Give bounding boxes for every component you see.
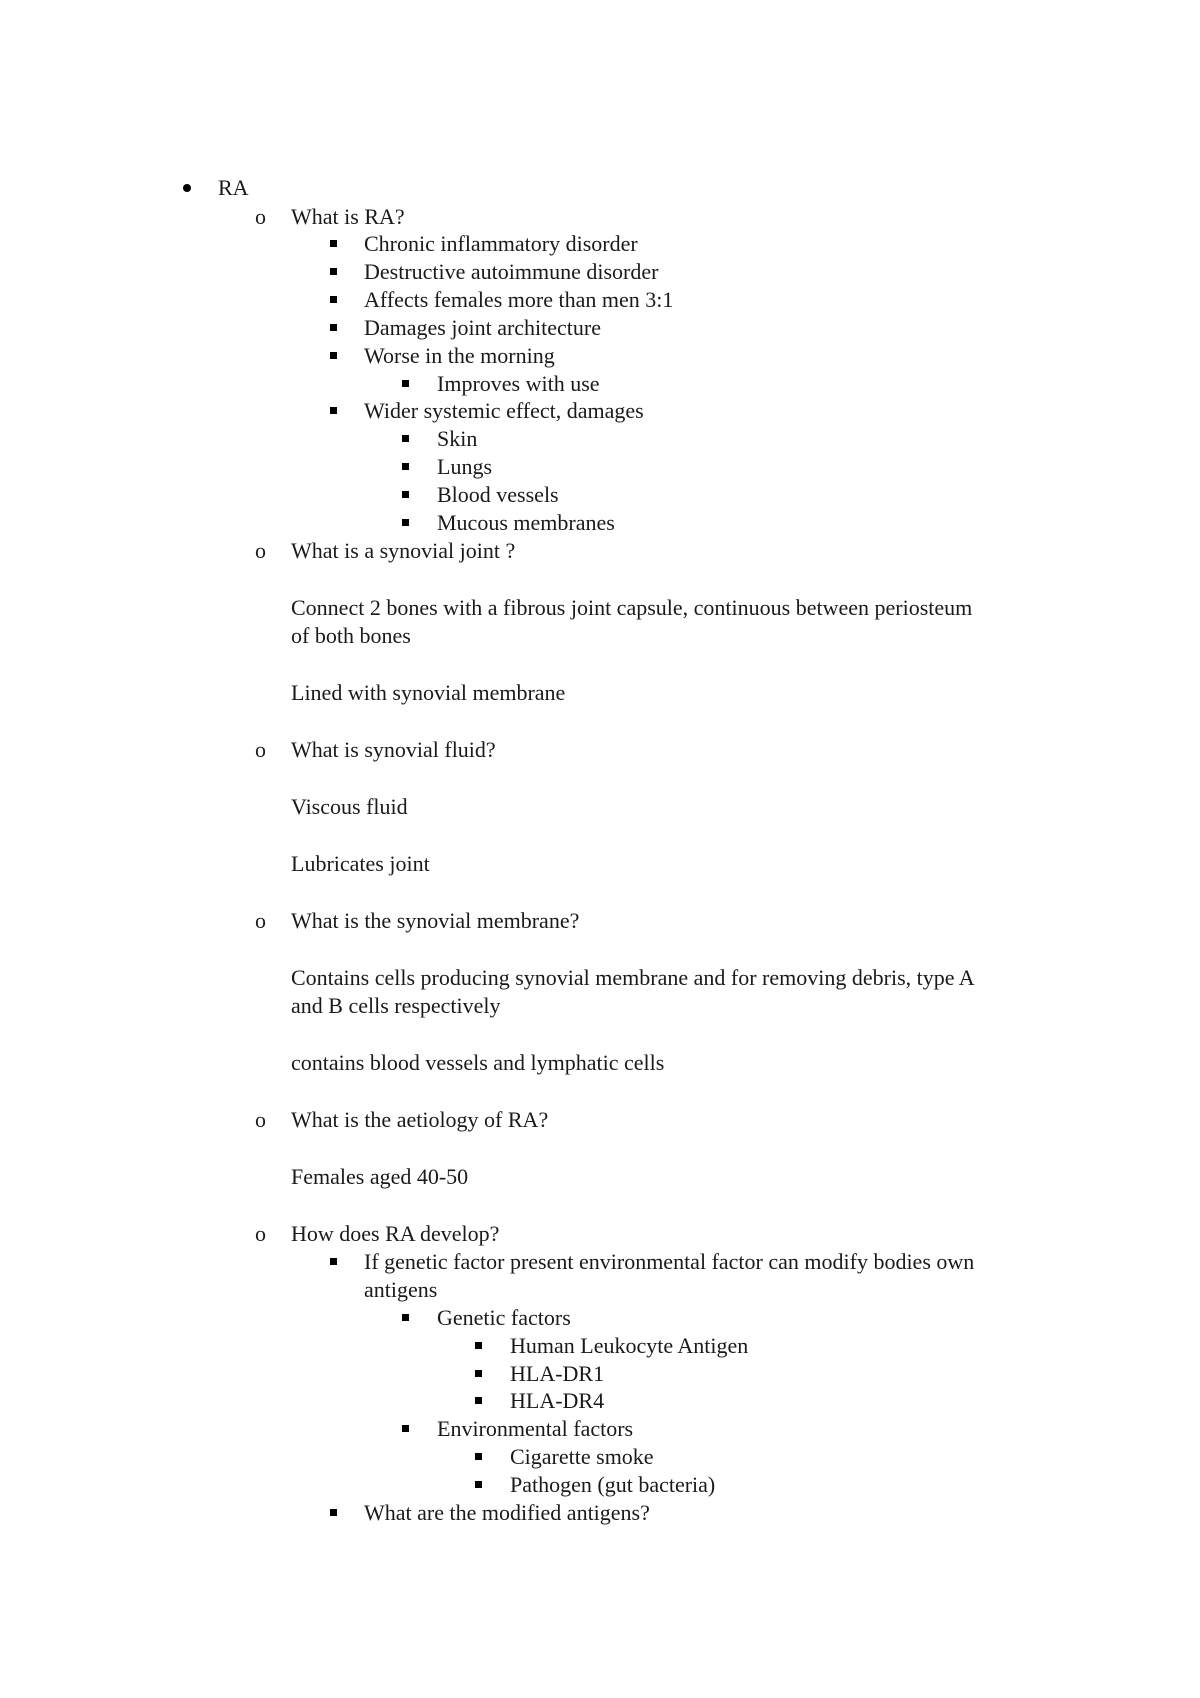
- answer-paragraph: Females aged 40-50: [291, 1164, 469, 1189]
- list-item: Mucous membranes: [437, 510, 615, 535]
- question-what-is-ra: What is RA?: [291, 204, 405, 229]
- bullet-square-icon: [402, 380, 409, 387]
- question-ra-develop: How does RA develop?: [291, 1221, 500, 1246]
- list-item: Skin: [437, 426, 478, 451]
- list-item: Environmental factors: [437, 1416, 634, 1441]
- bullet-circle-icon: o: [255, 1107, 266, 1132]
- answer-paragraph: Contains cells producing synovial membrane and for removing debris, type A: [291, 965, 975, 990]
- bullet-square-icon: [330, 240, 337, 247]
- bullet-square-icon: [402, 491, 409, 498]
- bullet-square-icon: [330, 324, 337, 331]
- bullet-square-icon: [475, 1370, 482, 1377]
- bullet-square-icon: [330, 352, 337, 359]
- bullet-square-icon: [402, 1314, 409, 1321]
- list-item: Improves with use: [437, 371, 600, 396]
- bullet-square-icon: [330, 268, 337, 275]
- question-aetiology: What is the aetiology of RA?: [291, 1107, 549, 1132]
- answer-paragraph: contains blood vessels and lymphatic cells: [291, 1050, 665, 1075]
- bullet-square-icon: [475, 1453, 482, 1460]
- list-item: Blood vessels: [437, 482, 559, 507]
- list-item: Pathogen (gut bacteria): [510, 1472, 716, 1497]
- list-item: HLA-DR1: [510, 1361, 605, 1386]
- bullet-disc-icon: [183, 184, 191, 192]
- bullet-circle-icon: o: [255, 908, 266, 933]
- list-item: Cigarette smoke: [510, 1444, 654, 1469]
- bullet-square-icon: [402, 435, 409, 442]
- answer-paragraph: Lubricates joint: [291, 851, 430, 876]
- list-item: Chronic inflammatory disorder: [364, 231, 638, 256]
- topic-heading: RA: [218, 175, 249, 200]
- bullet-square-icon: [402, 463, 409, 470]
- bullet-square-icon: [402, 1425, 409, 1432]
- list-item-continuation: antigens: [364, 1277, 438, 1302]
- bullet-square-icon: [330, 407, 337, 414]
- list-item: Worse in the morning: [364, 343, 555, 368]
- list-item: Genetic factors: [437, 1305, 571, 1330]
- bullet-circle-icon: o: [255, 737, 266, 762]
- question-synovial-joint: What is a synovial joint ?: [291, 538, 516, 563]
- list-item: Wider systemic effect, damages: [364, 398, 644, 423]
- bullet-square-icon: [475, 1481, 482, 1488]
- answer-paragraph: of both bones: [291, 623, 411, 648]
- bullet-square-icon: [330, 1509, 337, 1516]
- list-item: Destructive autoimmune disorder: [364, 259, 659, 284]
- answer-paragraph: Connect 2 bones with a fibrous joint capsule, continuous between periosteum: [291, 595, 973, 620]
- bullet-circle-icon: o: [255, 204, 266, 229]
- answer-paragraph: Viscous fluid: [291, 794, 408, 819]
- list-item: HLA-DR4: [510, 1388, 605, 1413]
- question-synovial-membrane: What is the synovial membrane?: [291, 908, 580, 933]
- bullet-circle-icon: o: [255, 1221, 266, 1246]
- question-synovial-fluid: What is synovial fluid?: [291, 737, 496, 762]
- bullet-square-icon: [475, 1397, 482, 1404]
- list-item: Affects females more than men 3:1: [364, 287, 674, 312]
- list-item: Human Leukocyte Antigen: [510, 1333, 749, 1358]
- bullet-square-icon: [402, 519, 409, 526]
- bullet-square-icon: [475, 1342, 482, 1349]
- bullet-square-icon: [330, 1258, 337, 1265]
- answer-paragraph: Lined with synovial membrane: [291, 680, 566, 705]
- list-item: Lungs: [437, 454, 492, 479]
- answer-paragraph: and B cells respectively: [291, 993, 501, 1018]
- bullet-square-icon: [330, 296, 337, 303]
- bullet-circle-icon: o: [255, 538, 266, 563]
- list-item: Damages joint architecture: [364, 315, 602, 340]
- list-item: If genetic factor present environmental factor can modify bodies own: [364, 1249, 975, 1274]
- list-item: What are the modified antigens?: [364, 1500, 650, 1525]
